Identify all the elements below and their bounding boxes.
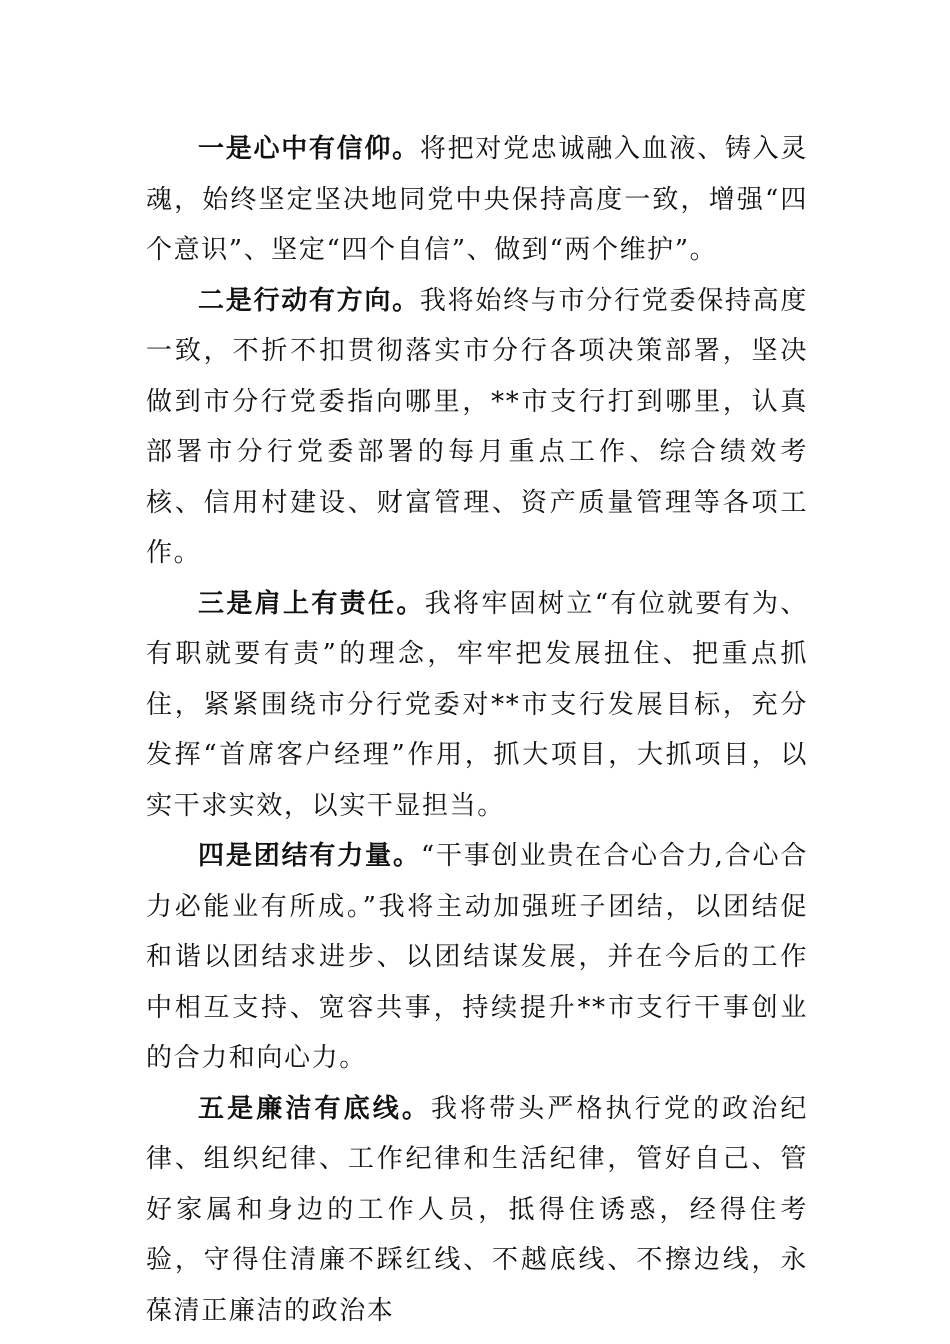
- paragraph-3-lead: 三是肩上有责任。: [198, 588, 425, 619]
- paragraph-4-body: “干事创业贵在合心合力,合心合力必能业有所成。”我将主动加强班子团结，以团结促和谐以团结求进步、以团结谋发展，并在今后的工作中相互支持、宽容共事，持续提升**市支行干事创业的合力和向心力。: [146, 841, 808, 1073]
- paragraph-4: [146, 831, 808, 1084]
- paragraph-1-body: 将把对党忠诚融入血液、铸入灵魂，始终坚定坚决地同党中央保持高度一致，增强“四个意识”、坚定“四个自信”、做到“两个维护”。: [146, 134, 808, 265]
- paragraph-3: [146, 579, 808, 832]
- paragraph-4-lead: 四是团结有力量。: [198, 841, 421, 871]
- paragraph-1: [146, 124, 808, 276]
- paragraph-2: [146, 276, 808, 579]
- document-body: [146, 124, 808, 1336]
- paragraph-2-lead: 二是行动有方向。: [198, 285, 420, 316]
- paragraph-5-body: 我将带头严格执行党的政治纪律、组织纪律、工作纪律和生活纪律，管好自己、管好家属和身边的工作人员，抵得住诱惑，经得住考验，守得住清廉不踩红线、不越底线、不擦边线，永葆清正廉洁的政治本: [146, 1093, 808, 1326]
- paragraph-1-lead: 一是心中有信仰。: [198, 134, 420, 164]
- paragraph-5-lead: 五是廉洁有底线。: [198, 1093, 431, 1124]
- paragraph-5: [146, 1084, 808, 1337]
- paragraph-3-body: 我将牢固树立“有位就要有为、有职就要有责”的理念，牢牢把发展扭住、把重点抓住，紧紧围绕市分行党委对**市支行发展目标，充分发挥“首席客户经理”作用，抓大项目，大抓项目，以实干求实效，以实干显担当。: [146, 588, 808, 821]
- paragraph-2-body: 我将始终与市分行党委保持高度一致，不折不扣贯彻落实市分行各项决策部署，坚决做到市分行党委指向哪里，**市支行打到哪里，认真部署市分行党委部署的每月重点工作、综合绩效考核、信用村建设、财富管理、资产质量管理等各项工作。: [146, 285, 808, 568]
